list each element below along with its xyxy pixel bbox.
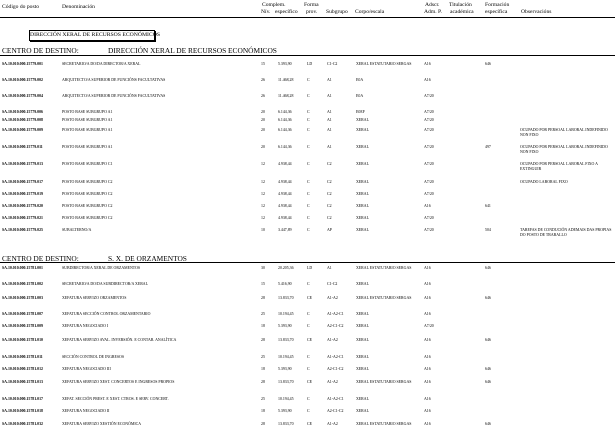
row-complem: 13.833,70 <box>278 338 294 342</box>
row-subgrupo: A1 <box>327 118 332 122</box>
row-adscr: A16 <box>424 367 431 371</box>
row-forma: C <box>307 228 310 232</box>
centre-label: CENTRO DE DESTINO: <box>2 254 79 263</box>
row-subgrupo: A1 <box>327 266 332 270</box>
row-forma: CE <box>307 296 312 300</box>
row-niv: 18 <box>261 324 265 328</box>
section-title-box: DIRECCIÓN XERAL DE RECURSOS ECONÓMICOS <box>29 30 155 41</box>
row-niv: 12 <box>261 180 265 184</box>
centre-heading <box>2 46 277 55</box>
row-complem: 4.938,44 <box>278 180 292 184</box>
row-code: SA.10.010.000.15781.010 <box>2 338 43 342</box>
row-code: SA.10.010.000.15779.006 <box>2 110 43 114</box>
row-denominacion: XEFATURA SECCIÓN CONTROL ORZAMENTARIO <box>62 312 151 316</box>
row-denominacion: POSTO BASE SUBGRUPO C2 <box>62 216 113 220</box>
col-adscr-adm: Adm. P. <box>424 9 442 15</box>
row-subgrupo: A2-C1-C2 <box>327 324 344 328</box>
row-forma: C <box>307 367 310 371</box>
col-adscr: Adscr. <box>425 2 440 8</box>
row-niv: 25 <box>261 312 265 316</box>
row-complem: 10.194,45 <box>278 397 294 401</box>
row-complem: 13.833,70 <box>278 380 294 384</box>
col-complem-especifico: específico <box>275 9 298 15</box>
row-subgrupo: C2 <box>327 180 332 184</box>
row-observacions: OCUPADO LABORAL FIXO <box>520 180 568 184</box>
row-subgrupo: A1-A2-C1 <box>327 397 344 401</box>
row-code: SA.10.010.000.15779.017 <box>2 180 43 184</box>
row-corpo: XERAL <box>356 180 369 184</box>
row-subgrupo: A1-A2 <box>327 422 338 426</box>
col-observacions: Observacións <box>521 9 552 15</box>
row-formacion: 641 <box>485 204 491 208</box>
row-forma: C <box>307 110 310 114</box>
row-denominacion: XEFATURA SERVIZO AVAL. INVERSIÓN. E CONTAB. ANALÍTICA <box>62 338 177 342</box>
row-subgrupo: A1 <box>327 94 332 98</box>
row-adscr: A7/20 <box>424 180 434 184</box>
col-niv: Nív. <box>261 9 271 15</box>
row-niv: 12 <box>261 162 265 166</box>
row-niv: 28 <box>261 422 265 426</box>
row-forma: CE <box>307 380 312 384</box>
row-adscr: A16 <box>424 78 431 82</box>
row-adscr: A16 <box>424 296 431 300</box>
row-forma: C <box>307 312 310 316</box>
row-forma: C <box>307 162 310 166</box>
row-niv: 28 <box>261 380 265 384</box>
row-forma: C <box>307 180 310 184</box>
row-denominacion: XEFAT. SECCIÓN PREST. E XEST. CTROS. E SERV. CONCERT. <box>62 397 169 401</box>
row-forma: C <box>307 282 310 286</box>
row-code: SA.10.010.000.15781.007 <box>2 312 43 316</box>
row-formacion: 497 <box>485 145 491 149</box>
row-complem: 5.393,90 <box>278 62 292 66</box>
row-adscr: A16 <box>424 338 431 342</box>
row-niv: 28 <box>261 296 265 300</box>
row-denominacion: XEFATURA NEGOCIADO III <box>62 367 111 371</box>
row-subgrupo: A1-A2 <box>327 296 338 300</box>
col-corpo: Corpo/escala <box>355 9 385 15</box>
row-observacions: OCUPADO POR PERSOAL LABORAL INDEFINIDO NON FIXO <box>520 128 608 137</box>
row-forma: C <box>307 78 310 82</box>
row-forma: C <box>307 94 310 98</box>
row-complem: 6.144,36 <box>278 145 292 149</box>
row-corpo: XERAL <box>356 409 369 413</box>
row-code: SA.10.010.000.15779.019 <box>2 192 43 196</box>
row-denominacion: XEFATURA SERVIZO XESTIÓN ECONÓMICA <box>62 422 142 426</box>
row-corpo: XERAL ESTATUTARIO SERGAS <box>356 422 412 426</box>
row-corpo: XERAL <box>356 355 369 359</box>
row-observacions: OCUPADO POR PERSOAL LABORAL FIXO A EXTINGUIR <box>520 162 598 171</box>
row-complem: 4.938,44 <box>278 192 292 196</box>
col-subgrupo: Subgrupo <box>326 9 348 15</box>
centre-name: DIRECCIÓN XERAL DE RECURSOS ECONÓMICOS <box>108 46 277 55</box>
col-complem: Complem. <box>262 2 286 8</box>
row-corpo: XERAL <box>356 324 369 328</box>
row-denominacion: SECRETARIO/A DO/DA DIRECTOR/A XERAL <box>62 62 141 66</box>
row-niv: 26 <box>261 78 265 82</box>
row-adscr: A7/20 <box>424 324 434 328</box>
row-adscr: A16 <box>424 62 431 66</box>
row-subgrupo: A1 <box>327 128 332 132</box>
row-code: SA.10.010.000.15781.002 <box>2 282 43 286</box>
row-corpo: XERAL <box>356 228 369 232</box>
row-denominacion: XEFATURA SERVIZO ORZAMENTOS <box>62 296 127 300</box>
row-corpo: XERAL <box>356 118 369 122</box>
row-adscr: A7/20 <box>424 192 434 196</box>
row-formacion: 646 <box>485 338 491 342</box>
row-niv: 28 <box>261 338 265 342</box>
row-denominacion: SUBALTERNO/A <box>62 228 92 232</box>
row-corpo: XERAL <box>356 204 369 208</box>
row-adscr: A16 <box>424 312 431 316</box>
row-code: SA.10.010.000.15779.025 <box>2 228 43 232</box>
row-adscr: A7/20 <box>424 228 434 232</box>
row-subgrupo: A1-A2 <box>327 338 338 342</box>
row-complem: 20.205,36 <box>278 266 294 270</box>
col-forma-prov: prov. <box>306 9 318 15</box>
row-complem: 4.938,44 <box>278 162 292 166</box>
row-complem: 3.447,89 <box>278 228 292 232</box>
centre-name: S. X. DE ORZAMENTOS <box>108 254 187 263</box>
row-denominacion: XEFATURA NEGOCIADO II <box>62 409 110 413</box>
row-denominacion: POSTO BASE SUBGRUPO A1 <box>62 128 113 132</box>
row-niv: 20 <box>261 128 265 132</box>
row-complem: 5.393,90 <box>278 324 292 328</box>
row-denominacion: POSTO BASE SUBGRUPO A1 <box>62 145 113 149</box>
row-code: SA.10.010.000.15779.020 <box>2 204 43 208</box>
row-niv: 20 <box>261 145 265 149</box>
row-subgrupo: A1-A2-C1 <box>327 355 344 359</box>
row-niv: 25 <box>261 397 265 401</box>
row-code: SA.10.010.000.15781.012 <box>2 367 43 371</box>
row-forma: C <box>307 397 310 401</box>
row-corpo: E0A <box>356 78 364 82</box>
row-formacion: 646 <box>485 367 491 371</box>
row-observacions: OCUPADO POR PERSOAL LABORAL INDEFINIDO NON FIXO <box>520 145 608 154</box>
row-forma: C <box>307 145 310 149</box>
row-adscr: A16 <box>424 204 431 208</box>
row-formacion: 646 <box>485 266 491 270</box>
row-denominacion: POSTO BASE SUBGRUPO C2 <box>62 192 113 196</box>
row-subgrupo: A2-C1-C2 <box>327 367 344 371</box>
row-adscr: A16 <box>424 397 431 401</box>
row-complem: 13.833,70 <box>278 422 294 426</box>
row-subgrupo: A1 <box>327 78 332 82</box>
row-corpo: XERAL <box>356 192 369 196</box>
row-niv: 12 <box>261 192 265 196</box>
row-denominacion: ARQUITECTO/A SUPERIOR DE FUNCIÓNS FACULTATIVAS <box>62 78 166 82</box>
row-subgrupo: A2-C1-C2 <box>327 409 344 413</box>
row-complem: 5.393,90 <box>278 367 292 371</box>
col-forma: Forma <box>304 2 319 8</box>
row-denominacion: SECRETARIO/A DO/DA SUBDIRECTOR/A XERAL <box>62 282 148 286</box>
row-denominacion: ARQUITECTO/A SUPERIOR DE FUNCIÓNS FACULTATIVAS <box>62 94 166 98</box>
row-forma: LD <box>307 266 313 270</box>
row-subgrupo: A1 <box>327 110 332 114</box>
row-subgrupo: C2 <box>327 216 332 220</box>
row-code: SA.10.010.000.15779.008 <box>2 118 43 122</box>
col-formacion: Formación <box>485 2 510 8</box>
row-niv: 30 <box>261 266 265 270</box>
row-complem: 13.833,70 <box>278 296 294 300</box>
row-subgrupo: A1 <box>327 145 332 149</box>
row-code: SA.10.010.000.15781.017 <box>2 397 43 401</box>
col-codigo: Código do posto <box>2 4 39 10</box>
row-code: SA.10.010.000.15779.009 <box>2 128 43 132</box>
row-denominacion: SECCIÓN CONTROL DE INGRESOS <box>62 355 125 359</box>
row-corpo: XERAL <box>356 397 369 401</box>
col-denominacion: Denominación <box>62 4 95 10</box>
row-formacion: 646 <box>485 380 491 384</box>
row-code: SA.10.010.000.15779.013 <box>2 162 43 166</box>
row-forma: C <box>307 192 310 196</box>
row-corpo: XERAL <box>356 162 369 166</box>
row-denominacion: POSTO BASE SUBGRUPO C1 <box>62 162 113 166</box>
row-adscr: A16 <box>424 282 431 286</box>
row-subgrupo: C2 <box>327 204 332 208</box>
row-code: SA.10.010.000.15779.001 <box>2 62 43 66</box>
row-complem: 6.144,36 <box>278 110 292 114</box>
row-forma: C <box>307 409 310 413</box>
row-adscr: A16 <box>424 380 431 384</box>
row-niv: 10 <box>261 228 265 232</box>
row-forma: C <box>307 128 310 132</box>
centre-rule <box>0 262 615 263</box>
row-adscr: A16 <box>424 409 431 413</box>
row-niv: 20 <box>261 110 265 114</box>
row-corpo: XERAL <box>356 282 369 286</box>
row-adscr: A7/20 <box>424 216 434 220</box>
centre-label: CENTRO DE DESTINO: <box>2 46 79 55</box>
row-niv: 25 <box>261 355 265 359</box>
row-corpo: XERAL ESTATUTARIO SERGAS <box>356 266 412 270</box>
row-subgrupo: A1-A2 <box>327 380 338 384</box>
header-rule <box>0 17 615 18</box>
row-corpo: XERAL ESTATUTARIO SERGAS <box>356 296 412 300</box>
row-adscr: A16 <box>424 266 431 270</box>
row-corpo: E0A <box>356 94 364 98</box>
row-subgrupo: C1-C2 <box>327 62 338 66</box>
row-code: SA.10.010.000.15781.011 <box>2 355 43 359</box>
row-adscr: A7/20 <box>424 118 434 122</box>
row-complem: 11.468,28 <box>278 78 294 82</box>
row-adscr: A7/20 <box>424 128 434 132</box>
row-observacions: TAREFAS DE CONDUCIÓN ADEMAIS DAS PROPIAS DO POSTO DE TRABALLO <box>520 228 612 237</box>
row-adscr: A7/20 <box>424 94 434 98</box>
col-titulacion: Titulación <box>449 2 472 8</box>
row-code: SA.10.010.000.15781.009 <box>2 324 43 328</box>
row-code: SA.10.010.000.15781.018 <box>2 409 43 413</box>
row-adscr: A16 <box>424 422 431 426</box>
row-forma: C <box>307 118 310 122</box>
row-niv: 15 <box>261 62 265 66</box>
row-corpo: XERAL <box>356 338 369 342</box>
row-corpo: XERAL ESTATUTARIO SERGAS <box>356 62 412 66</box>
row-subgrupo: C2 <box>327 192 332 196</box>
row-code: SA.10.010.000.15779.011 <box>2 145 43 149</box>
centre-rule <box>0 55 615 56</box>
row-adscr: A16 <box>424 355 431 359</box>
col-formacion-especifica: específica <box>485 9 508 15</box>
row-denominacion: POSTO BASE SUBGRUPO C2 <box>62 180 113 184</box>
col-titulacion-academica: académica <box>450 9 474 15</box>
row-adscr: A7/20 <box>424 162 434 166</box>
row-code: SA.10.010.000.15781.003 <box>2 296 43 300</box>
row-denominacion: POSTO BASE SUBGRUPO C2 <box>62 204 113 208</box>
row-forma: C <box>307 324 310 328</box>
row-code: SA.10.010.000.15781.032 <box>2 422 43 426</box>
row-corpo: XERAL <box>356 145 369 149</box>
row-formacion: 646 <box>485 62 491 66</box>
row-complem: 5.416,90 <box>278 282 292 286</box>
row-code: SA.10.010.000.15781.013 <box>2 380 43 384</box>
row-code: SA.10.010.000.15781.001 <box>2 266 43 270</box>
row-niv: 18 <box>261 409 265 413</box>
row-code: SA.10.010.000.15779.021 <box>2 216 43 220</box>
row-niv: 12 <box>261 204 265 208</box>
row-subgrupo: C2 <box>327 162 332 166</box>
row-denominacion: SUBDIRECTOR/A XERAL DE ORZAMENTOS <box>62 266 141 270</box>
row-denominacion: POSTO BASE SUBGRUPO A1 <box>62 118 113 122</box>
row-forma: C <box>307 204 310 208</box>
row-subgrupo: C1-C2 <box>327 282 338 286</box>
row-complem: 4.938,44 <box>278 204 292 208</box>
row-code: SA.10.010.000.15779.004 <box>2 94 43 98</box>
row-forma: LD <box>307 62 313 66</box>
row-complem: 10.194,45 <box>278 355 294 359</box>
row-forma: CE <box>307 338 312 342</box>
row-forma: C <box>307 355 310 359</box>
row-complem: 6.144,36 <box>278 128 292 132</box>
row-corpo: XERAL <box>356 216 369 220</box>
row-formacion: 504 <box>485 228 491 232</box>
row-denominacion: XEFATURA SERVIZO XEST. CONCERTOS E INGRESOS PROPIOS <box>62 380 175 384</box>
row-corpo: XERAL <box>356 367 369 371</box>
row-complem: 4.938,44 <box>278 216 292 220</box>
row-adscr: A7/20 <box>424 110 434 114</box>
row-corpo: XERAL <box>356 128 369 132</box>
row-niv: 12 <box>261 216 265 220</box>
row-denominacion: POSTO BASE SUBGRUPO A1 <box>62 110 113 114</box>
row-adscr: A7/20 <box>424 145 434 149</box>
row-niv: 20 <box>261 118 265 122</box>
row-corpo: E0EF <box>356 110 365 114</box>
row-denominacion: XEFATURA NEGOCIADO I <box>62 324 109 328</box>
row-corpo: XERAL <box>356 312 369 316</box>
row-complem: 11.468,28 <box>278 94 294 98</box>
row-complem: 5.393,90 <box>278 409 292 413</box>
row-forma: CE <box>307 422 312 426</box>
row-subgrupo: AP <box>327 228 332 232</box>
row-forma: C <box>307 216 310 220</box>
row-niv: 18 <box>261 367 265 371</box>
row-subgrupo: A1-A2-C1 <box>327 312 344 316</box>
row-formacion: 646 <box>485 296 491 300</box>
row-code: SA.10.010.000.15779.002 <box>2 78 43 82</box>
row-niv: 26 <box>261 94 265 98</box>
row-complem: 6.144,36 <box>278 118 292 122</box>
row-corpo: XERAL ESTATUTARIO SERGAS <box>356 380 412 384</box>
row-complem: 10.194,45 <box>278 312 294 316</box>
row-niv: 15 <box>261 282 265 286</box>
row-formacion: 646 <box>485 422 491 426</box>
